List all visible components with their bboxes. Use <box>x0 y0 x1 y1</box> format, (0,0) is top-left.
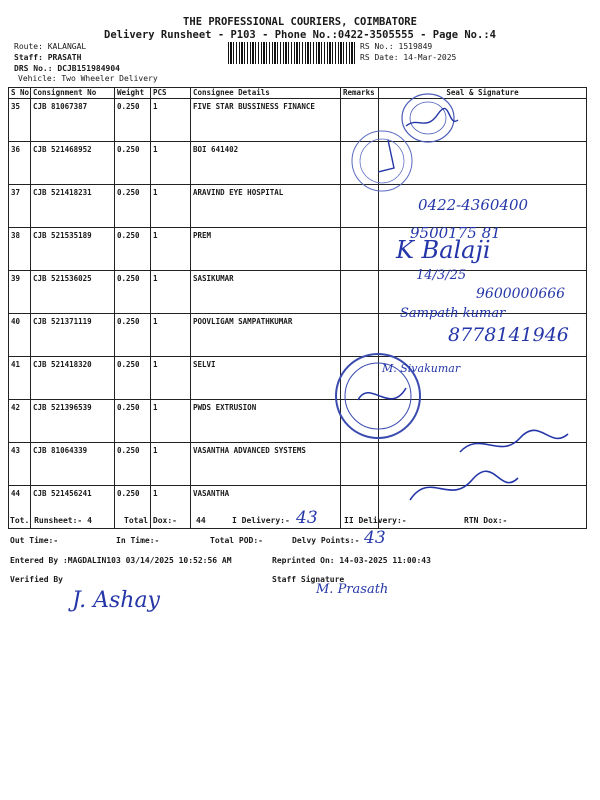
handwritten-signature-43-44 <box>400 420 580 510</box>
table-row <box>9 357 587 400</box>
cell-weight: 0.250 <box>115 486 151 529</box>
cell-sno: 43 <box>9 443 31 486</box>
cell-consignment: CJB 81064339 <box>31 443 115 486</box>
cell-pcs: 1 <box>151 142 191 185</box>
route-label: Route: KALANGAL <box>14 42 87 51</box>
col-consignee: Consignee Details <box>191 88 341 99</box>
cell-sno: 39 <box>9 271 31 314</box>
col-sno: S No <box>9 88 31 99</box>
cell-pcs: 1 <box>151 357 191 400</box>
cell-consignee: SELVI <box>191 357 341 400</box>
cell-sno: 37 <box>9 185 31 228</box>
cell-consignment: CJB 521536025 <box>31 271 115 314</box>
reprinted-on: Reprinted On: 14-03-2025 11:00:43 <box>272 556 431 565</box>
cell-sno: 41 <box>9 357 31 400</box>
cell-sno: 36 <box>9 142 31 185</box>
cell-sno: 44 <box>9 486 31 529</box>
rs-number: RS No.: 1519849 <box>360 42 433 51</box>
cell-pcs: 1 <box>151 228 191 271</box>
handwritten-phone-38: 9500175 81 <box>410 224 501 242</box>
cell-consignee: ARAVIND EYE HOSPITAL <box>191 185 341 228</box>
company-title: THE PROFESSIONAL COURIERS, COIMBATORE <box>183 16 417 28</box>
cell-pcs: 1 <box>151 486 191 529</box>
staff-signature-label: Staff Signature <box>272 575 345 584</box>
i-delivery-label: I Delivery:- <box>232 516 290 525</box>
cell-consignee: VASANTHA ADVANCED SYSTEMS <box>191 443 341 486</box>
out-time-label: Out Time:- <box>10 536 59 545</box>
runsheet-subtitle: Delivery Runsheet - P103 - Phone No.:0422-3505555 - Page No.:4 <box>104 29 496 41</box>
cell-consignee: VASANTHA <box>191 486 341 529</box>
cell-consignment: CJB 521371119 <box>31 314 115 357</box>
handwritten-verified-signature: J. Ashay <box>72 588 160 613</box>
cell-pcs: 1 <box>151 99 191 142</box>
cell-consignee: SASIKUMAR <box>191 271 341 314</box>
col-remarks: Remarks <box>341 88 379 99</box>
rs-date: RS Date: 14-Mar-2025 <box>360 53 457 62</box>
cell-consignment: CJB 521396539 <box>31 400 115 443</box>
cell-consignee: POOVLIGAM SAMPATHKUMAR <box>191 314 341 357</box>
drs-barcode <box>228 42 356 64</box>
handwritten-name-40: Sampath kumar <box>400 306 506 321</box>
cell-weight: 0.250 <box>115 142 151 185</box>
cell-sno: 40 <box>9 314 31 357</box>
cell-weight: 0.250 <box>115 314 151 357</box>
ii-delivery-label: II Delivery:- <box>344 516 407 525</box>
entered-by: Entered By :MAGDALIN103 03/14/2025 10:52:56 AM <box>10 556 232 565</box>
handwritten-phone-40: 8778141946 <box>448 324 569 346</box>
cell-consignee: PREM <box>191 228 341 271</box>
handwritten-i-delivery: 43 <box>296 508 318 528</box>
staff-label: Staff: PRASATH <box>14 53 82 62</box>
cell-pcs: 1 <box>151 443 191 486</box>
cell-consignment: CJB 521456241 <box>31 486 115 529</box>
cell-weight: 0.250 <box>115 357 151 400</box>
handwritten-name-41: M. Sivakumar <box>382 362 461 375</box>
total-dox-label: Total Dox:- <box>124 516 177 525</box>
vehicle-label: Vehicle: Two Wheeler Delivery <box>18 74 158 83</box>
table-row <box>9 142 587 185</box>
cell-pcs: 1 <box>151 314 191 357</box>
col-weight: Weight <box>115 88 151 99</box>
round-seal-stamp <box>342 128 420 194</box>
total-dox-value: 44 <box>196 516 206 525</box>
col-seal-signature: Seal & Signature <box>379 88 587 99</box>
tot-runsheet: Tot. Runsheet:- 4 <box>10 516 92 525</box>
cell-consignee: PWDS EXTRUSION <box>191 400 341 443</box>
cell-consignment: CJB 521468952 <box>31 142 115 185</box>
cell-weight: 0.250 <box>115 185 151 228</box>
handwritten-phone-39: 9600000666 <box>476 286 566 302</box>
cell-weight: 0.250 <box>115 99 151 142</box>
handwritten-staff-signature: M. Prasath <box>316 582 389 597</box>
rtn-dox-label: RTN Dox:- <box>464 516 508 525</box>
cell-consignment: CJB 521418320 <box>31 357 115 400</box>
delvy-points-label: Delvy Points:- <box>292 536 360 545</box>
cell-pcs: 1 <box>151 271 191 314</box>
handwritten-phone-37: 0422-4360400 <box>418 196 529 214</box>
cell-pcs: 1 <box>151 400 191 443</box>
cell-remarks <box>341 271 379 314</box>
cell-remarks <box>341 228 379 271</box>
table-header-row <box>9 88 587 99</box>
handwritten-name-38: K Balaji <box>396 236 491 264</box>
handwritten-date-39: 14/3/25 <box>416 268 467 283</box>
in-time-label: In Time:- <box>116 536 160 545</box>
cell-consignment: CJB 521418231 <box>31 185 115 228</box>
col-consignment: Consignment No <box>31 88 115 99</box>
cell-sno: 38 <box>9 228 31 271</box>
cell-pcs: 1 <box>151 185 191 228</box>
cell-consignment: CJB 81067387 <box>31 99 115 142</box>
total-pod-label: Total POD:- <box>210 536 263 545</box>
cell-sno: 35 <box>9 99 31 142</box>
cell-consignee: FIVE STAR BUSSINESS FINANCE <box>191 99 341 142</box>
cell-consignee: BOI 641402 <box>191 142 341 185</box>
handwritten-delvy-points: 43 <box>364 528 386 548</box>
cell-weight: 0.250 <box>115 443 151 486</box>
cell-consignment: CJB 521535189 <box>31 228 115 271</box>
drs-number: DRS No.: DCJB151984904 <box>14 64 120 73</box>
table-row <box>9 99 587 142</box>
cell-weight: 0.250 <box>115 228 151 271</box>
cell-sno: 42 <box>9 400 31 443</box>
verified-by-label: Verified By <box>10 575 63 584</box>
cell-weight: 0.250 <box>115 271 151 314</box>
col-pcs: PCS <box>151 88 191 99</box>
cell-weight: 0.250 <box>115 400 151 443</box>
